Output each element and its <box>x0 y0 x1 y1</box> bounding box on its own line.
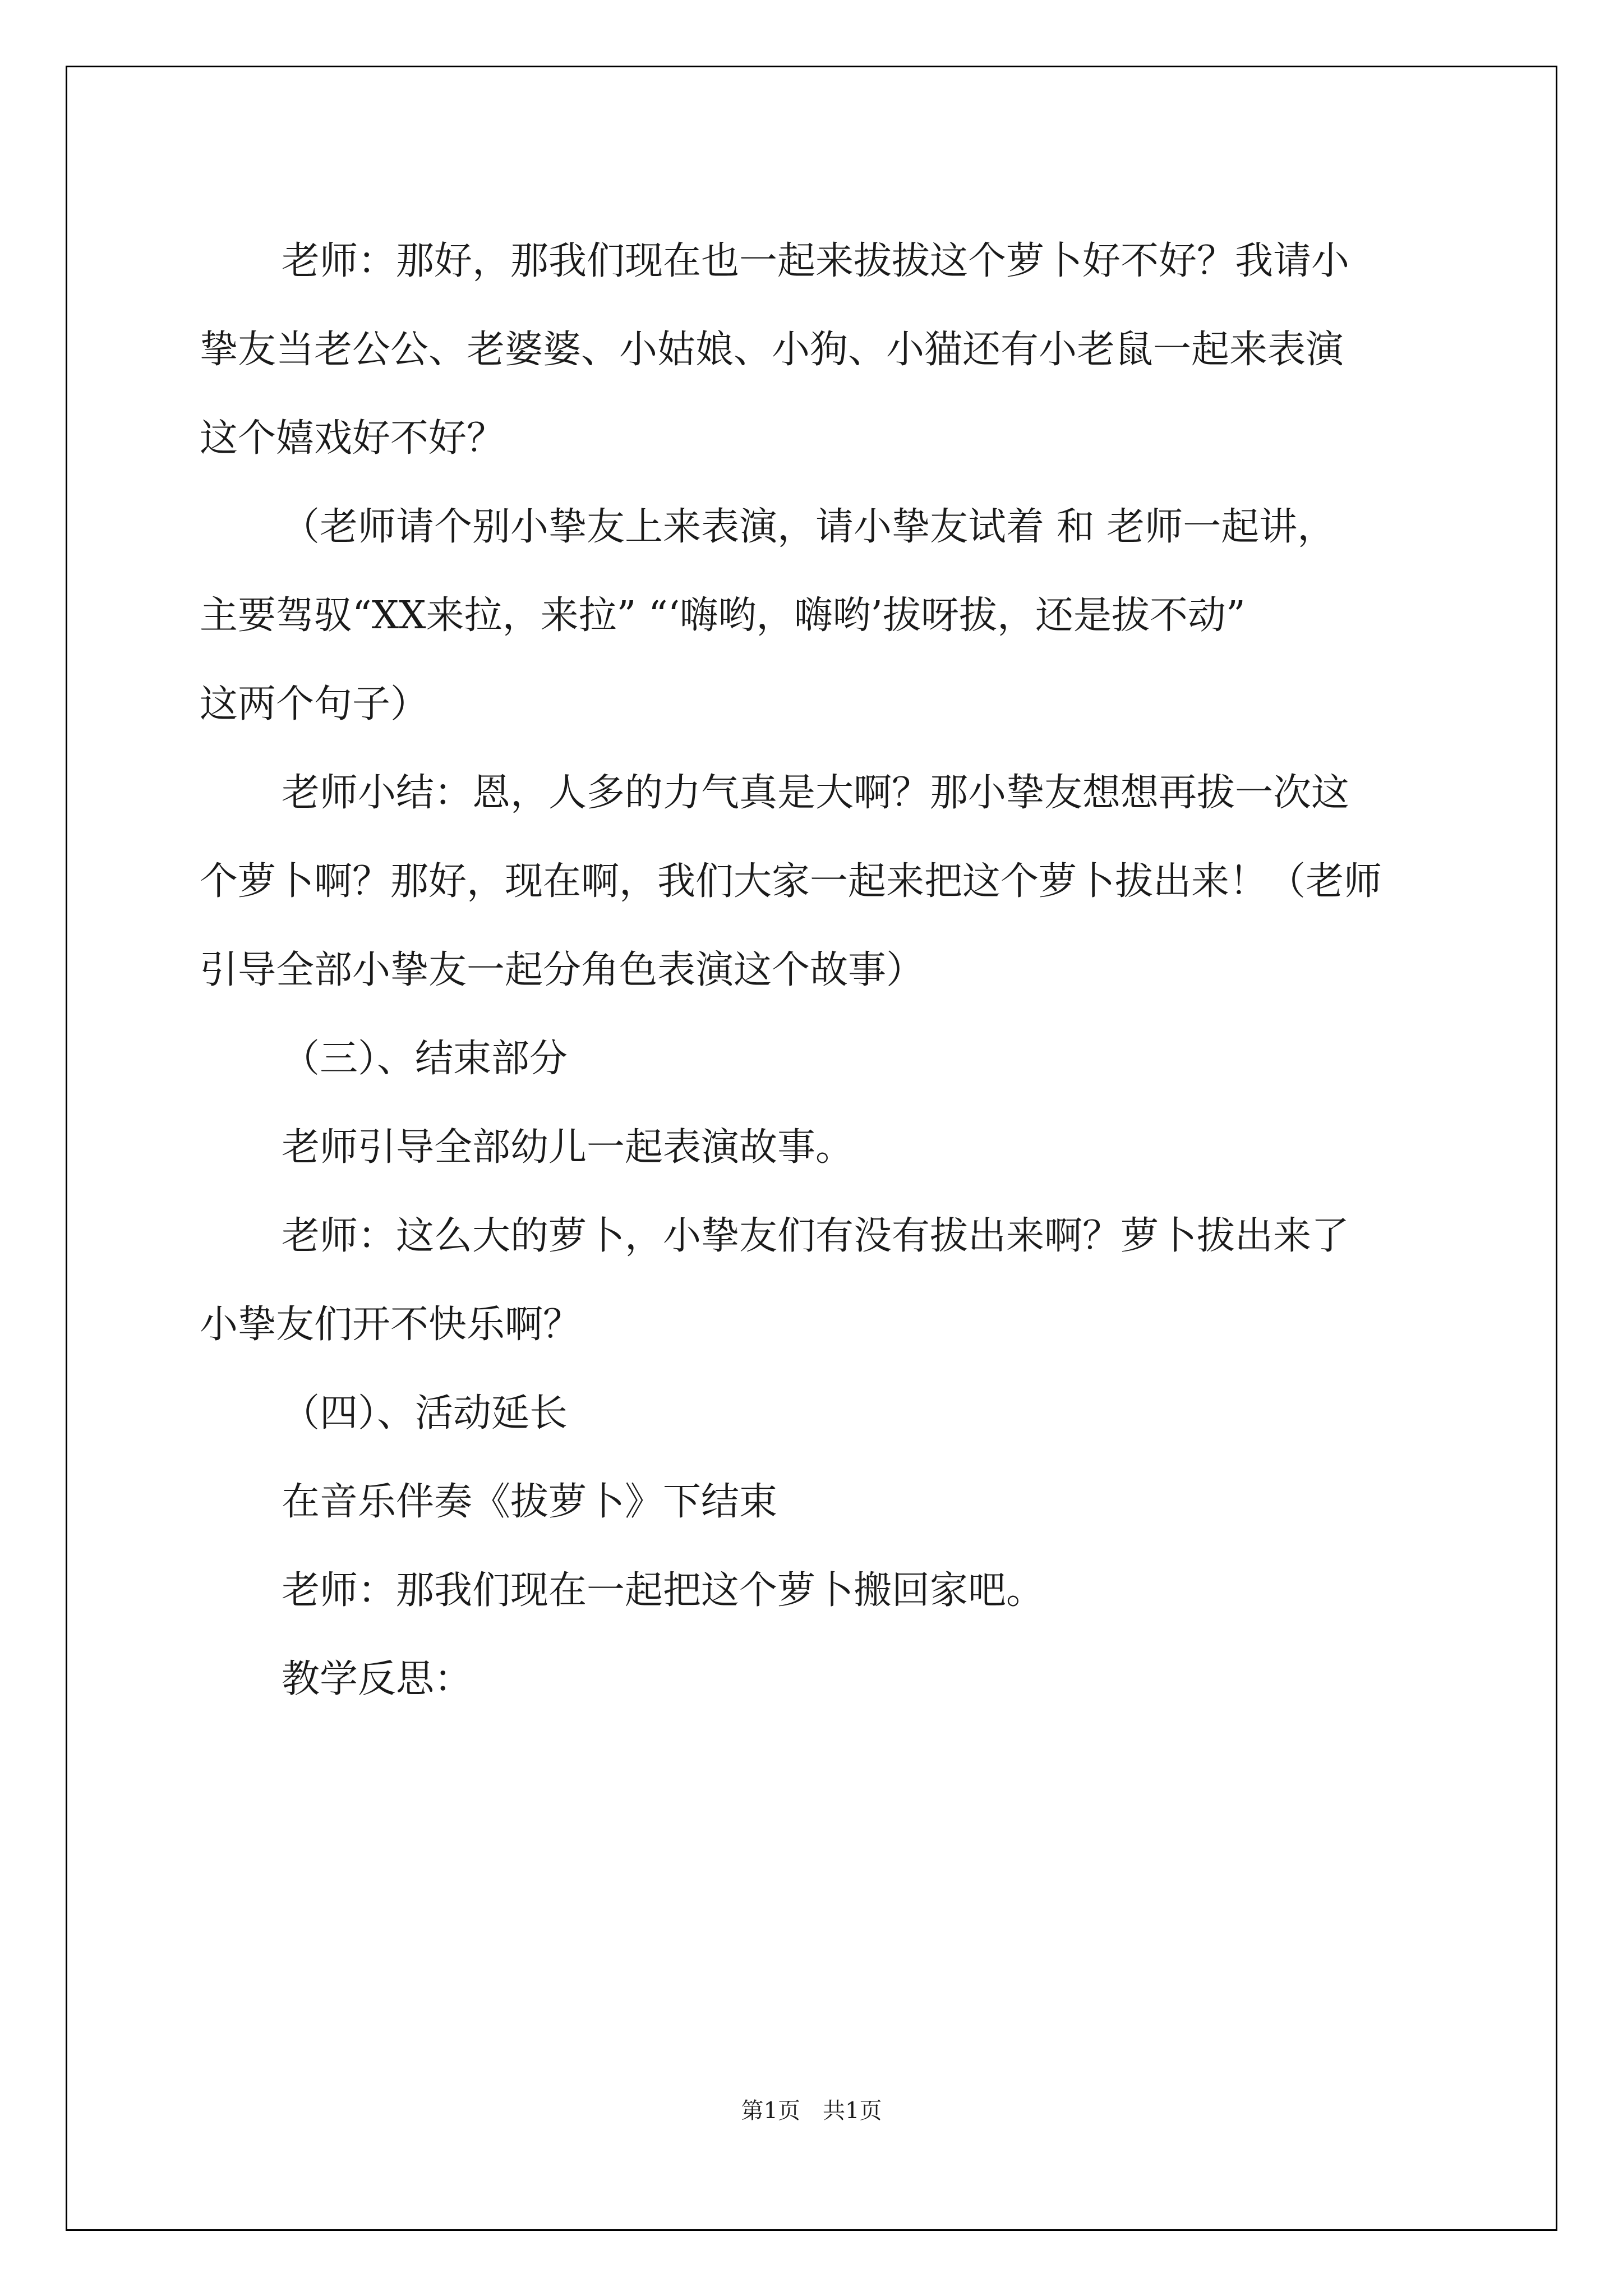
paragraph-line: 这个嬉戏好不好？ <box>200 416 505 461</box>
paragraph-line: 教学反思： <box>282 1657 473 1701</box>
paragraph-line: 主要驾驭“XX来拉，来拉” “‘嗨哟，嗨哟’拔呀拔，还是拔不动” <box>200 593 1246 638</box>
section-heading: （三）、结束部分 <box>282 1037 568 1081</box>
paragraph-line: 挚友当老公公、老婆婆、小姑娘、小狗、小猫还有小老鼠一起来表演 <box>200 328 1344 372</box>
paragraph-line: 老师：那好，那我们现在也一起来拔拔这个萝卜好不好？我请小 <box>282 239 1350 283</box>
paragraph-line: 老师：那我们现在一起把这个萝卜搬回家吧。 <box>282 1568 1045 1613</box>
paragraph-line: 老师：这么大的萝卜，小挚友们有没有拔出来啊？萝卜拔出来了 <box>282 1214 1350 1258</box>
paragraph-line: 个萝卜啊？那好，现在啊，我们大家一起来把这个萝卜拔出来！（老师 <box>200 859 1382 904</box>
document-body <box>200 217 1428 1724</box>
paragraph-line: 这两个句子） <box>200 682 429 726</box>
paragraph-line: 在音乐伴奏《拔萝卜》下结束 <box>282 1480 778 1524</box>
paragraph-line: 引导全部小挚友一起分角色表演这个故事） <box>200 948 925 992</box>
page-number: 第1页 共1页 <box>741 2098 882 2124</box>
paragraph-line: 老师引导全部幼儿一起表演故事。 <box>282 1125 854 1170</box>
paragraph-line: 老师小结：恩，人多的力气真是大啊？那小挚友想想再拔一次这 <box>282 771 1350 815</box>
section-heading: （四）、活动延长 <box>282 1391 568 1435</box>
paragraph-line: 小挚友们开不快乐啊？ <box>200 1303 582 1347</box>
paragraph-line: （老师请个别小挚友上来表演，请小挚友试着 和 老师一起讲， <box>282 505 1336 549</box>
